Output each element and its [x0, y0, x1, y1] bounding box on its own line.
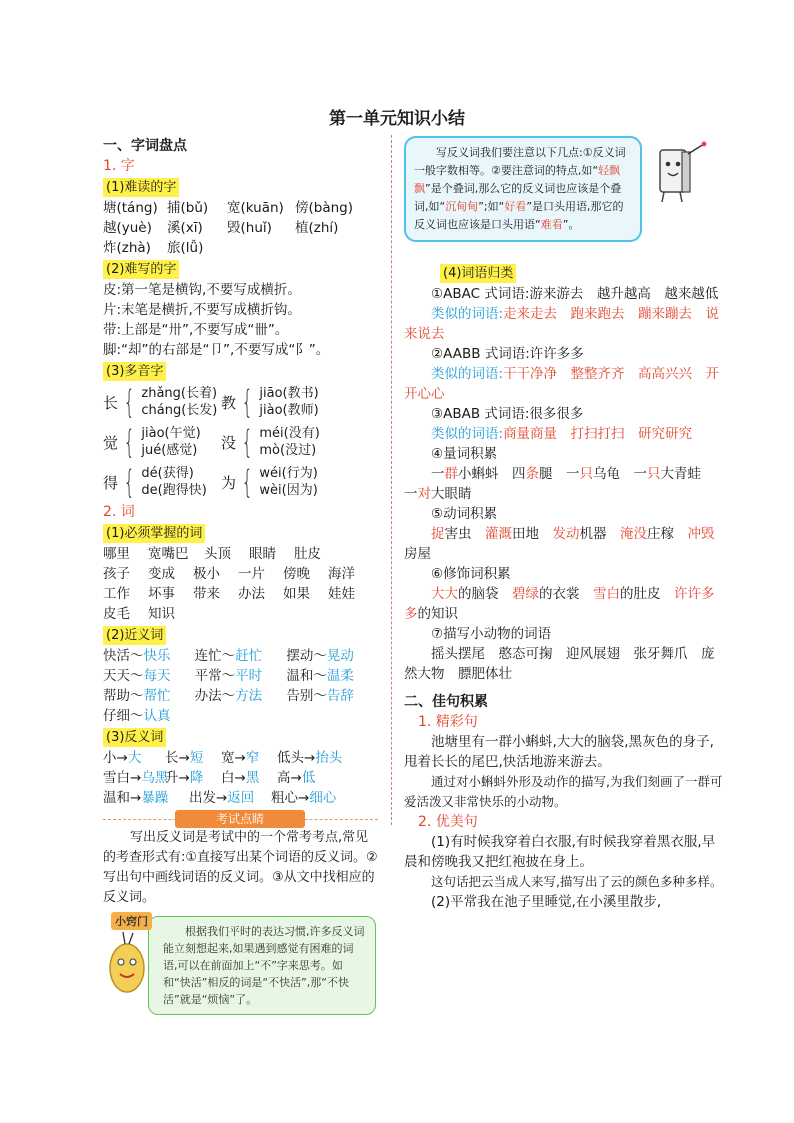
word-group-text: ⑦描写小动物的词语: [431, 626, 552, 642]
char-item: 旅(lǚ): [167, 240, 204, 256]
antonym-match: 大: [127, 750, 142, 766]
synonym-word: 仔细～: [103, 708, 144, 724]
synonym-word: 温和～: [286, 668, 327, 684]
word-group-line: [404, 524, 726, 564]
antonym-pair: [277, 748, 357, 768]
antonym-word: 雪白→: [103, 770, 142, 786]
write-tip: 皮:第一笔是横钩,不要写成横折。: [103, 282, 301, 298]
word-group-text: ⑤动词积累: [431, 506, 498, 522]
word-group-text: 机器: [579, 526, 620, 542]
tip-box: 根据我们平时的表达习惯,许多反义词能立刻想起来,如果遇到感觉有困难的词语,可以在前面加上“不”字来思考。如和“快活”相反的词是“不快活”,那“不快活”就是“烦恼”了。: [148, 916, 376, 1015]
synonym-word: 天天～: [103, 668, 144, 684]
word-group-text: ⑥修饰词积累: [431, 566, 511, 582]
synonym-pair: [286, 686, 378, 706]
reading: cháng(长发): [141, 403, 218, 418]
reading: jiāo(教书): [259, 386, 319, 401]
word-group-text: 大眼睛: [431, 486, 472, 502]
antonym-row: [103, 748, 378, 768]
synonym-pair: [195, 646, 287, 666]
word-group-text: 冲毁: [687, 526, 715, 542]
synonym-word: 摆动～: [286, 648, 327, 664]
exam-highlight-bar: [103, 810, 378, 828]
char-item: 炸(zhà): [103, 240, 151, 256]
note-text: ”。: [562, 218, 580, 231]
word-item: 坏事: [148, 586, 175, 602]
antonym-pair: [165, 768, 221, 788]
word-group-text: ④量词积累: [431, 446, 498, 462]
synonym-match: 赶忙: [235, 648, 263, 664]
word-group-line: [404, 644, 726, 684]
antonym-word: 温和→: [103, 790, 142, 806]
antonym-word: 小→: [103, 750, 128, 766]
word-group-text: 类似的词语:: [431, 426, 504, 442]
char-item: 越(yuè): [103, 220, 152, 236]
word-group-text: 的知识: [417, 606, 458, 622]
antonym-match: 细心: [309, 790, 337, 806]
word-group-line: [404, 284, 726, 304]
word-group-text: 腿 一: [539, 466, 580, 482]
word-item: 傍晚: [283, 566, 310, 582]
word-item: 变成: [148, 566, 175, 582]
antonym-pair: [271, 788, 351, 808]
potato-mascot-icon: [105, 930, 149, 1000]
excellent-sentence: 池塘里有一群小蝌蚪,大大的脑袋,黑灰色的身子,甩着长长的尾巴,快活地游来游去。: [404, 734, 714, 770]
synonym-pair: [103, 706, 195, 726]
synonym-word: 办法～: [194, 688, 236, 704]
section-heading-words: 一、字词盘点: [103, 138, 187, 154]
synonym-word: 快活～: [103, 648, 144, 664]
polyphonic-item: [103, 424, 221, 460]
antonym-match: 降: [189, 770, 204, 786]
char-item: 溪(xī): [167, 220, 203, 236]
subheading-characters: 1. 字: [103, 158, 135, 174]
word-group-text: 的肚皮: [620, 586, 674, 602]
tag-hard-to-read: (1)难读的字: [103, 178, 179, 197]
beautiful-sentence-2: (2)平常我在池子里睡觉,在小溪里散步,: [431, 894, 662, 910]
write-tip: 带:上部是“卅”,不要写成“卌”。: [103, 322, 289, 338]
char-item: 宽(kuān): [227, 200, 284, 216]
word-group-text: 的衣裳: [539, 586, 593, 602]
synonym-pair: [103, 686, 195, 706]
antonym-match: 抬头: [315, 750, 343, 766]
excellent-note: 通过对小蝌蚪外形及动作的描写,为我们刻画了一群可爱活泼又非常快乐的小动物。: [404, 774, 723, 809]
synonym-match: 告辞: [326, 688, 354, 704]
synonym-pair: [195, 666, 287, 686]
polyphonic-readings: [259, 425, 319, 459]
word-group-text: 雪白: [593, 586, 620, 602]
word-row: [103, 604, 378, 624]
word-group-text: 房屋: [404, 546, 431, 562]
antonym-pair: [103, 788, 189, 808]
reading: dé(获得): [141, 466, 194, 481]
synonym-list: [103, 646, 378, 726]
polyphonic-row: [103, 382, 378, 422]
word-group-text: 群: [444, 466, 458, 482]
tag-polyphonic: (3)多音字: [103, 362, 166, 381]
right-column: [404, 136, 726, 912]
polyphonic-char: 得: [103, 473, 119, 492]
synonym-word: 帮助～: [103, 688, 144, 704]
polyphonic-item: [103, 464, 221, 500]
brace-icon: {: [241, 423, 253, 461]
synonym-pair: [103, 646, 195, 666]
synonym-pair: [286, 666, 378, 686]
word-group-text: ②AABB 式词语:许许多多: [431, 346, 584, 362]
antonym-word: 高→: [277, 770, 302, 786]
synonym-word: 告别～: [286, 688, 327, 704]
word-item: 极小: [193, 566, 220, 582]
antonym-match: 窄: [245, 750, 260, 766]
synonym-pair: [103, 666, 195, 686]
synonym-match: 帮忙: [143, 688, 171, 704]
antonym-word: 宽→: [221, 750, 246, 766]
write-tip: 片:末笔是横折,不要写成横折钩。: [103, 302, 301, 318]
word-item: 皮毛: [103, 606, 130, 622]
char-row: [103, 218, 378, 238]
note-text: 好看: [504, 200, 527, 213]
word-group-text: 田地: [512, 526, 553, 542]
polyphonic-item: [221, 384, 351, 420]
note-text: 轻飘飘: [414, 164, 621, 195]
tag-hard-to-write: (2)难写的字: [103, 260, 179, 279]
reading: méi(没有): [259, 426, 320, 441]
word-item: 哪里: [103, 546, 130, 562]
synonym-row: [103, 706, 378, 726]
word-group-text: 乌龟 一: [593, 466, 647, 482]
page-title: 第一单元知识小结: [329, 109, 465, 129]
word-group-line: [404, 464, 726, 504]
word-group-line: [404, 424, 726, 444]
word-item: 娃娃: [328, 586, 355, 602]
reading: jiào(教师): [259, 403, 319, 418]
char-item: 植(zhí): [295, 220, 339, 236]
word-group-text: 庄稼: [647, 526, 688, 542]
polyphonic-readings: [141, 465, 206, 499]
word-group-text: 发动: [552, 526, 580, 542]
synonym-word: 连忙～: [194, 648, 236, 664]
word-group-text: 捉: [431, 526, 445, 542]
word-item: 一片: [238, 566, 265, 582]
char-item: 捕(bǔ): [167, 200, 209, 216]
polyphonic-item: [103, 384, 221, 420]
word-group-text: 大大: [431, 586, 458, 602]
word-item: 工作: [103, 586, 130, 602]
tag-antonyms: (3)反义词: [103, 728, 166, 747]
char-item: 塘(táng): [103, 200, 158, 216]
antonym-match: 暴躁: [141, 790, 169, 806]
word-group-line: [404, 624, 726, 644]
note-text: 写反义词我们要注意以下几点:①反义词一般字数相等。②要注意词的特点,如“: [414, 146, 626, 177]
word-group-text: 一: [431, 466, 445, 482]
subheading-words: 2. 词: [103, 504, 135, 520]
brace-icon: {: [241, 383, 253, 421]
word-group-line: [404, 584, 726, 624]
synonym-pair: [195, 686, 287, 706]
antonym-match: 黑: [245, 770, 260, 786]
antonym-word: 出发→: [189, 790, 228, 806]
word-group-text: 走来走去 跑来跑去 蹦来蹦去 说来说去: [404, 306, 720, 342]
note-text: 沉甸甸: [445, 200, 479, 213]
word-item: 海洋: [328, 566, 355, 582]
word-item: 知识: [148, 606, 175, 622]
antonym-pair: [165, 748, 221, 768]
word-group-text: 类似的词语:: [431, 366, 504, 382]
antonym-word: 白→: [221, 770, 246, 786]
beautiful-sentence-1: (1)有时候我穿着白衣服,有时候我穿着黑衣服,早晨和傍晚我又把红袍披在身上。: [404, 834, 716, 870]
note-bubble: [404, 136, 642, 242]
word-group-text: 碧绿: [512, 586, 539, 602]
book-mascot-icon: [652, 140, 710, 206]
word-group-line: [404, 344, 726, 364]
synonym-word: 平常～: [194, 668, 236, 684]
polyphonic-char: 为: [221, 473, 237, 492]
char-row: [103, 238, 378, 258]
polyphonic-item: [221, 464, 351, 500]
antonym-pair: [189, 788, 271, 808]
antonym-match: 乌黑: [141, 770, 169, 786]
section-heading-sentences: 二、佳句积累: [404, 694, 488, 710]
antonym-row: [103, 788, 378, 808]
tag-synonyms: (2)近义词: [103, 626, 166, 645]
synonym-row: [103, 686, 378, 706]
word-group-text: ①ABAC 式词语:游来游去 越升越高 越来越低: [431, 286, 719, 302]
word-group-text: 灌溉: [485, 526, 512, 542]
synonym-match: 温柔: [326, 668, 354, 684]
brace-icon: {: [123, 383, 135, 421]
word-group-text: 只: [647, 466, 661, 482]
synonym-pair: [286, 646, 378, 666]
polyphonic-item: [221, 424, 351, 460]
polyphonic-row: [103, 422, 378, 462]
word-group-text: 摇头摆尾 憨态可掬 迎风展翅 张牙舞爪 庞然大物 膘肥体壮: [404, 646, 715, 682]
antonym-pair: [277, 768, 357, 788]
polyphonic-readings: [141, 385, 217, 419]
subheading-excellent: 1. 精彩句: [418, 714, 478, 730]
antonym-pair: [221, 748, 277, 768]
synonym-row: [103, 666, 378, 686]
word-group-text: 条: [525, 466, 539, 482]
word-group-text: 淹没: [620, 526, 647, 542]
word-item: 如果: [283, 586, 310, 602]
note-text: ”是口头用语,那它的反义词也应该是口头用语“: [414, 200, 624, 231]
antonym-word: 低头→: [277, 750, 316, 766]
word-group-text: 许许多多: [404, 586, 715, 622]
word-item: 孩子: [103, 566, 130, 582]
word-group-line: [404, 564, 726, 584]
word-group-text: 小蝌蚪 四: [458, 466, 526, 482]
column-divider: [391, 135, 392, 825]
antonym-word: 粗心→: [271, 790, 310, 806]
word-group-line: [404, 304, 726, 344]
hard-read-list: [103, 198, 378, 258]
antonym-pair: [103, 768, 169, 788]
brace-icon: {: [123, 423, 135, 461]
tag-must-know: (1)必须掌握的词: [103, 524, 205, 543]
antonym-match: 短: [189, 750, 204, 766]
synonym-match: 快乐: [143, 648, 171, 664]
word-group-line: [404, 364, 726, 404]
word-group-line: [404, 404, 726, 424]
word-row: [103, 584, 378, 604]
word-group-line: [404, 504, 726, 524]
polyphonic-char: 长: [103, 393, 119, 412]
polyphonic-readings: [259, 465, 317, 499]
polyphonic-row: [103, 462, 378, 502]
reading: mò(没过): [259, 443, 317, 458]
word-group-text: 的脑袋: [458, 586, 512, 602]
note-text: 难看: [540, 218, 563, 231]
word-item: 头顶: [204, 546, 231, 562]
note-text: ”;如“: [478, 200, 505, 213]
word-item: 肚皮: [294, 546, 321, 562]
note-text: ”是个叠词,那么它的反义词也应该是个叠词,如“: [414, 182, 622, 213]
word-item: 眼睛: [249, 546, 276, 562]
word-group-list: [404, 284, 726, 684]
antonym-match: 低: [301, 770, 316, 786]
tip-label: 小窍门: [111, 912, 152, 930]
word-row: [103, 544, 378, 564]
polyphonic-char: 教: [221, 393, 237, 412]
word-item: 宽嘴巴: [148, 546, 189, 562]
char-item: 毁(huǐ): [227, 220, 272, 236]
write-tip: 脚:“却”的右部是“卩”,不要写成“阝”。: [103, 342, 330, 358]
word-group-text: 害虫: [444, 526, 485, 542]
antonym-pair: [221, 768, 277, 788]
exam-highlight-label: 考试点睛: [175, 810, 305, 828]
synonym-match: 认真: [143, 708, 171, 724]
polyphonic-char: 觉: [103, 433, 119, 452]
char-row: [103, 198, 378, 218]
antonym-word: 升→: [165, 770, 190, 786]
antonym-match: 返回: [227, 790, 255, 806]
polyphonic-readings: [141, 425, 200, 459]
antonym-pair: [103, 748, 165, 768]
synonym-match: 平时: [235, 668, 263, 684]
synonym-match: 晃动: [326, 648, 354, 664]
subheading-beautiful: 2. 优美句: [418, 814, 478, 830]
reading: jué(感觉): [141, 443, 198, 458]
synonym-match: 每天: [143, 668, 171, 684]
polyphonic-char: 没: [221, 433, 237, 452]
hard-write-list: [103, 280, 378, 360]
reading: de(跑得快): [141, 483, 207, 498]
synonym-row: [103, 646, 378, 666]
antonym-row: [103, 768, 378, 788]
word-group-line: [404, 444, 726, 464]
word-group-text: 对: [417, 486, 431, 502]
note-area: [404, 136, 726, 254]
polyphonic-list: [103, 382, 378, 502]
synonym-match: 方法: [235, 688, 263, 704]
polyphonic-readings: [259, 385, 318, 419]
exam-text: 写出反义词是考试中的一个常考考点,常见的考查形式有:①直接写出某个词语的反义词。②写出句中画线词语的反义词。③从文中找相应的反义词。: [103, 830, 378, 905]
word-row: [103, 564, 378, 584]
tip-area: [103, 916, 378, 1034]
tag-word-groups: (4)词语归类: [440, 264, 516, 283]
reading: wéi(行为): [259, 466, 318, 481]
reading: wèi(因为): [259, 483, 318, 498]
brace-icon: {: [123, 463, 135, 501]
antonym-list: [103, 748, 378, 808]
must-know-list: [103, 544, 378, 624]
char-item: 傍(bàng): [295, 200, 354, 216]
word-group-text: 干干净净 整整齐齐 高高兴兴 开开心心: [404, 366, 720, 402]
left-column: [103, 136, 378, 1034]
word-group-text: ③ABAB 式词语:很多很多: [431, 406, 584, 422]
word-group-text: 商量商量 打扫打扫 研究研究: [503, 426, 693, 442]
word-group-text: 类似的词语:: [431, 306, 504, 322]
word-group-text: 大青蛙 一: [404, 466, 715, 502]
reading: jiào(午觉): [141, 426, 201, 441]
reading: zhǎng(长着): [141, 386, 218, 401]
word-item: 办法: [238, 586, 265, 602]
word-item: 带来: [193, 586, 220, 602]
antonym-word: 长→: [165, 750, 190, 766]
beautiful-note-1: 这句话把云当成人来写,描写出了云的颜色多种多样。: [431, 874, 723, 889]
word-group-text: 只: [579, 466, 593, 482]
brace-icon: {: [241, 463, 253, 501]
